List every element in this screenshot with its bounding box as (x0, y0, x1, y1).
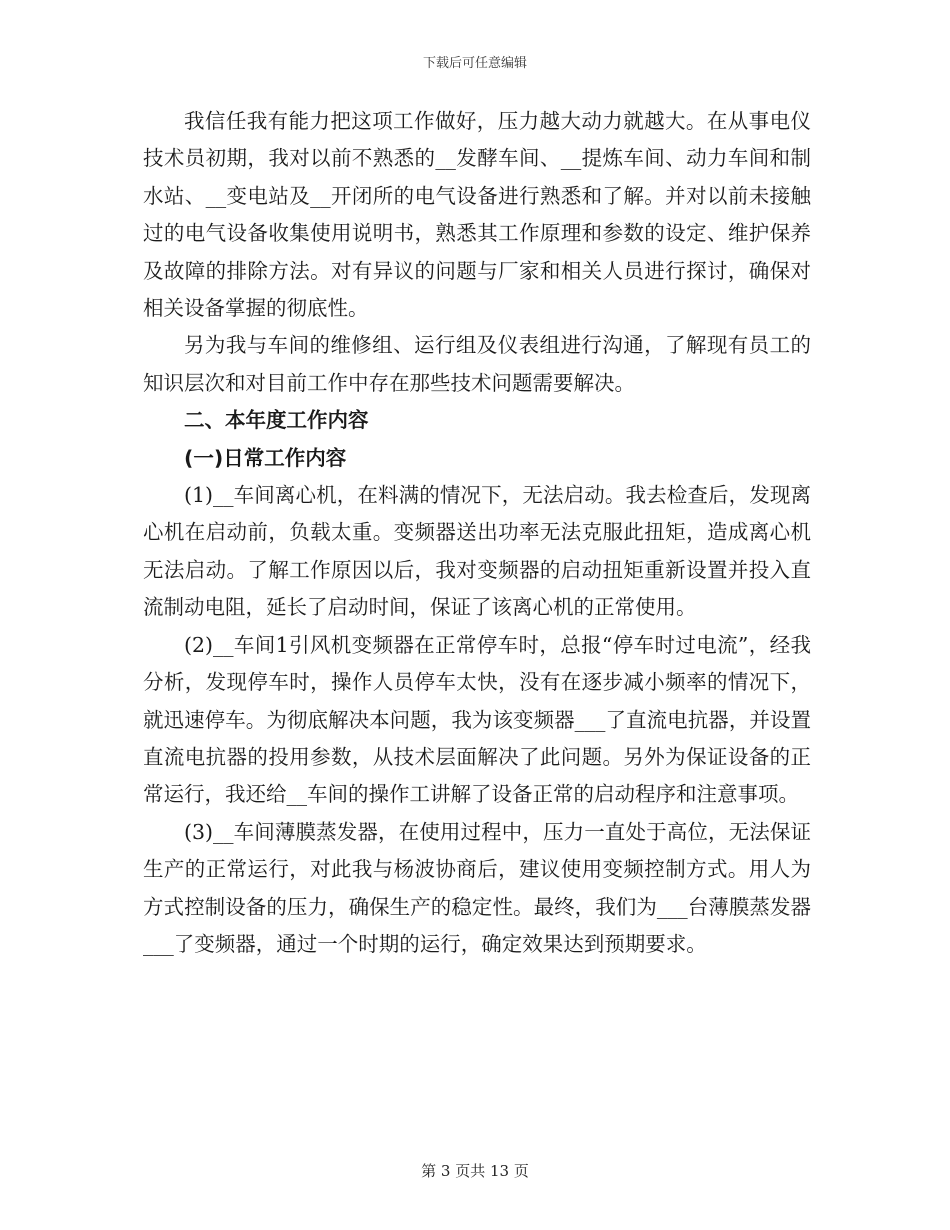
document-body (143, 103, 811, 963)
paragraph-communication: 另为我与车间的维修组、运行组及仪表组进行沟通，了解现有员工的知识层次和对目前工作中存在那些技术问题需要解决。 (143, 333, 811, 395)
section-heading: 二、本年度工作内容 (184, 408, 369, 433)
work-item-2: (2)__车间1引风机变频器在正常停车时，总报“停车时过电流”，经我分析，发现停车时，操作人员停车太快，没有在逐步减小频率的情况下，就迅速停车。为彻底解决本问题，我为该变频器___了直流电抗器，并设置直流电抗器的投用参数，从技术层面解决了此问题。另外为保证设备的正常运行，我还给__车间的操作工讲解了设备正常的启动程序和注意事项。 (143, 632, 811, 807)
page-number: 第 3 页共 13 页 (421, 1162, 529, 1180)
work-item-1: (1)__车间离心机，在料满的情况下，无法启动。我去检查后，发现离心机在启动前，负载太重。变频器送出功率无法克服此扭矩，造成离心机无法启动。了解工作原因以后，我对变频器的启动扭矩重新设置并投入直流制动电阻，延长了启动时间，保证了该离心机的正常使用。 (143, 483, 811, 620)
subsection-heading: (一)日常工作内容 (184, 445, 347, 470)
paragraph-intro: 我信任我有能力把这项工作做好，压力越大动力就越大。在从事电仪技术员初期，我对以前不熟悉的__发酵车间、__提炼车间、动力车间和制水站、__变电站及__开闭所的电气设备进行熟悉和了解。并对以前未接触过的电气设备收集使用说明书，熟悉其工作原理和参数的设定、维护保养及故障的排除方法。对有异议的问题与厂家和相关人员进行探讨，确保对相关设备掌握的彻底性。 (143, 109, 811, 321)
work-item-3: (3)__车间薄膜蒸发器，在使用过程中，压力一直处于高位，无法保证生产的正常运行，对此我与杨波协商后，建议使用变频控制方式。用人为方式控制设备的压力，确保生产的稳定性。最终，我们为___台薄膜蒸发器___了变频器，通过一个时期的运行，确定效果达到预期要求。 (143, 819, 811, 956)
page-header: 下载后可任意编辑 (422, 56, 527, 71)
